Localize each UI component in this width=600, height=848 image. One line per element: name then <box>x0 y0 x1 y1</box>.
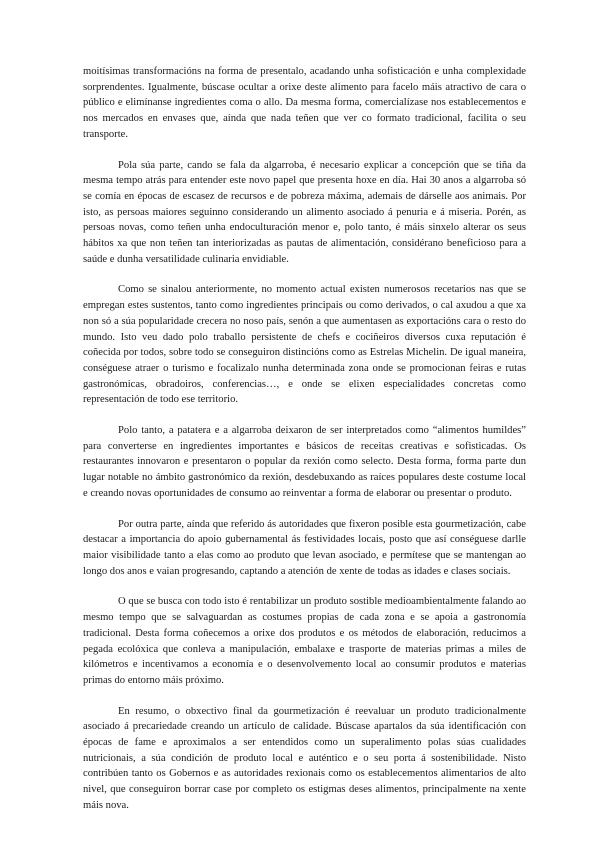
paragraph-continuation: moitísimas transformacións na forma de presentalo, acadando unha sofisticación e unha complexidade sorprendentes. Igualmente, búscase ocultar a orixe deste alimento para facelo máis atractivo de cara o público e elimínanse ingredientes coma o allo. Da mesma forma, comercialízase nos establecementos e nos mercados en envases que, aínda que nada teñen que ver co formato tradicional, facilita o seu transporte. <box>83 66 526 140</box>
paragraph-sostible: O que se busca con todo isto é rentabilizar un produto sostible medioambientalmente falando ao mesmo tempo que se salvaguardan as costumes propias de cada zona e se apoia a gastronomía tradicional. Desta forma coñecemos a orixe dos produtos e os métodos de elaboración, reducimos a pegada ecolóxica que conleva a manipulación, embalaxe e trasporte de materias primas a miles de kilómetros e incentivamos a economía e o desenvolvemento local ao consumir produtos e materias primas do entorno máis próximo. <box>83 596 526 686</box>
paragraph-algarroba: Pola súa parte, cando se fala da algarroba, é necesario explicar a concepción que se tiña da mesma tempo atrás para entender este novo papel que presenta hoxe en día. Hai 30 anos a algarroba só se comía en épocas de escasez de recursos e de pobreza máxima, ademais de dárselle aos animais. Por isto, as persoas maiores seguinno considerando un alimento asociado á penuria e á miseria. Porén, as persoas novas, como teñen unha endoculturación menor e, polo tanto, é máis sinxelo alterar os seus hábitos xa que non teñen tan interiorizadas as pautas de alimentación, considérano beneficioso para a saúde e dunha versatilidade culinaria envidiable. <box>83 159 526 265</box>
document-page <box>83 64 526 829</box>
paragraph-alimentos-humildes: Polo tanto, a patatera e a algarroba deixaron de ser interpretados como “alimentos humildes” para converterse en ingredientes importantes e básicos de receitas creativas e sofisticadas. Os restaurantes innovaron e presentaron o popular da rexión como selecto. Desta forma, forma parte dun lugar notable no ámbito gastronómico da rexión, desdebuxando as raíces populares deste costume local e creando novas oportunidades de consumo ao reinventar a forma de elaborar ou presentar o produto. <box>83 425 526 499</box>
paragraph-recetarios: Como se sinalou anteriormente, no momento actual existen numerosos recetarios nas que se empregan estes sustentos, tanto como ingredientes principais ou como derivados, o cal axudou a que xa non só a súa popularidade crecera no noso país, senón a que aumentasen as exportacións cara o resto do mundo. Isto veu dado polo traballo persistente de chefs e cociñeiros diversos cuxa reputación é coñecida por todos, sobre todo se conseguiron distincións como as Estrelas Michelin. De igual maneira, conséguese atraer o turismo e focalizalo nunha determinada zona onde se promocionan feiras e rutas gastronómicas, obradoiros, conferencias…, e onde se elixen especialidades concretas como representación de todo ese territorio. <box>83 284 526 406</box>
paragraph-resumo: En resumo, o obxectivo final da gourmetización é reevaluar un produto tradicionalmente asociado á precariedade creando un artículo de calidade. Búscase apartalos da súa identificación con épocas de fame e aproximalos a ser entendidos como un superalimento polas súas cualidades nutricionais, a súa condición de produto local e auténtico e o seu porta á sostenibilidade. Nisto contribúen tanto os Gobernos e as autoridades rexionais como os establecementos alimentarios de alto nivel, que conseguiron borrar case por completo os estigmas deses alimentos, principalmente na xente máis nova. <box>83 705 526 811</box>
paragraph-autoridades: Por outra parte, aínda que referido ás autoridades que fixeron posible esta gourmetización, cabe destacar a importancia do apoio gubernamental ás festividades locais, posto que así conséguese darlle maior visibilidade tanto a elas como ao produto que levan asociado, e permítese que se mantengan ao longo dos anos e vaian progresando, captando a atención de xente de todas as idades e clases sociais. <box>83 518 526 577</box>
